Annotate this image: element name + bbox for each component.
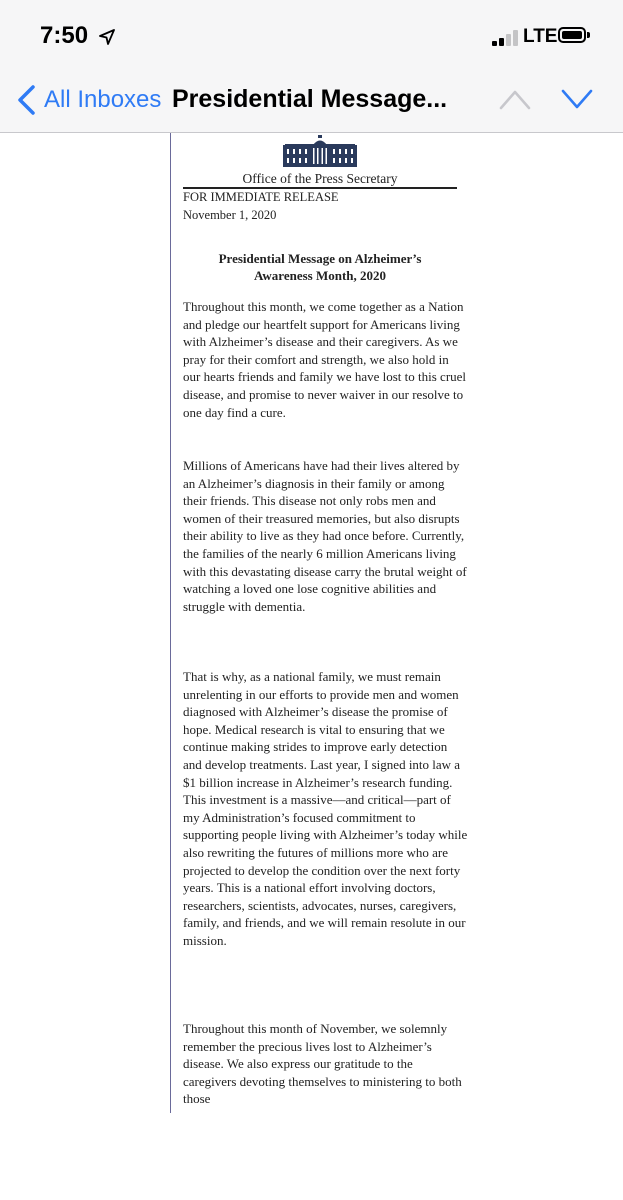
status-bar	[0, 0, 623, 70]
chevron-left-icon	[16, 84, 36, 116]
message-subject-title: Presidential Message...	[172, 85, 448, 113]
location-arrow-icon	[99, 29, 115, 45]
network-type: LTE	[523, 26, 558, 47]
back-button[interactable]	[16, 82, 161, 118]
release-date: November 1, 2020	[183, 208, 277, 222]
cellular-signal-icon	[492, 30, 518, 46]
document-title-line-2: Awareness Month, 2020	[253, 268, 387, 283]
mail-nav-bar	[0, 70, 623, 133]
white-house-logo-icon	[283, 135, 357, 167]
status-time: 7:50	[40, 22, 89, 49]
release-label: FOR IMMEDIATE RELEASE	[183, 190, 339, 204]
paragraph-3: That is why, as a national family, we must remain unrelenting in our efforts to provide men and women diagnosed with Alzheimer’s disease the promise of hope. Medical research is vital to ensuring that we continue making strides to improve early detection and develop treatments. Last year, I signed into law a $1 billion increase in Alzheimer’s research funding. This investment is a massive—and critical—part of my Administration’s focused commitment to supporting people living with Alzheimer’s today while also rewriting the futures of millions more who are projected to develop the condition over the next forty years. This is a national effort involving doctors, researchers, scientists, advocates, nurses, caregivers, family, and friends, and we will remain resolute in our mission.	[183, 669, 468, 948]
message-bottom-blank	[0, 1113, 623, 1200]
back-button-label: All Inboxes	[44, 86, 162, 113]
paragraph-2: Millions of Americans have had their lives altered by an Alzheimer’s diagnosis in their family or among their friends. This disease not only robs men and women of their treasured memories, but also disrupts their ability to live as they had once before. Currently, the families of the nearly 6 million Americans living with this devastating disease carry the brutal weight of watching a loved one lose cognitive abilities and struggle with dementia.	[183, 458, 467, 614]
header-divider	[183, 187, 457, 189]
next-message-chevron-down-icon[interactable]	[560, 86, 594, 112]
previous-message-chevron-up-icon[interactable]	[498, 86, 532, 112]
document-margin-line	[170, 133, 171, 1113]
message-body-document[interactable]	[0, 133, 623, 1113]
paragraph-1: Throughout this month, we come together as a Nation and pledge our heartfelt support for Americans living with Alzheimer’s disease and their caregivers. As we pray for their comfort and strength, we also hold in our hearts friends and family we have lost to this cruel disease, and promise to never waiver in our resolve to one day find a cure.	[183, 299, 467, 420]
office-heading: Office of the Press Secretary	[242, 171, 398, 186]
paragraph-4: Throughout this month of November, we solemnly remember the precious lives lost to Alzheimer’s disease. We also express our gratitude to the caregivers devoting themselves to ministering to both those	[183, 1021, 462, 1107]
battery-icon	[558, 27, 586, 43]
document-title	[183, 250, 457, 284]
document-title-line-1: Presidential Message on Alzheimer’s	[218, 251, 422, 266]
